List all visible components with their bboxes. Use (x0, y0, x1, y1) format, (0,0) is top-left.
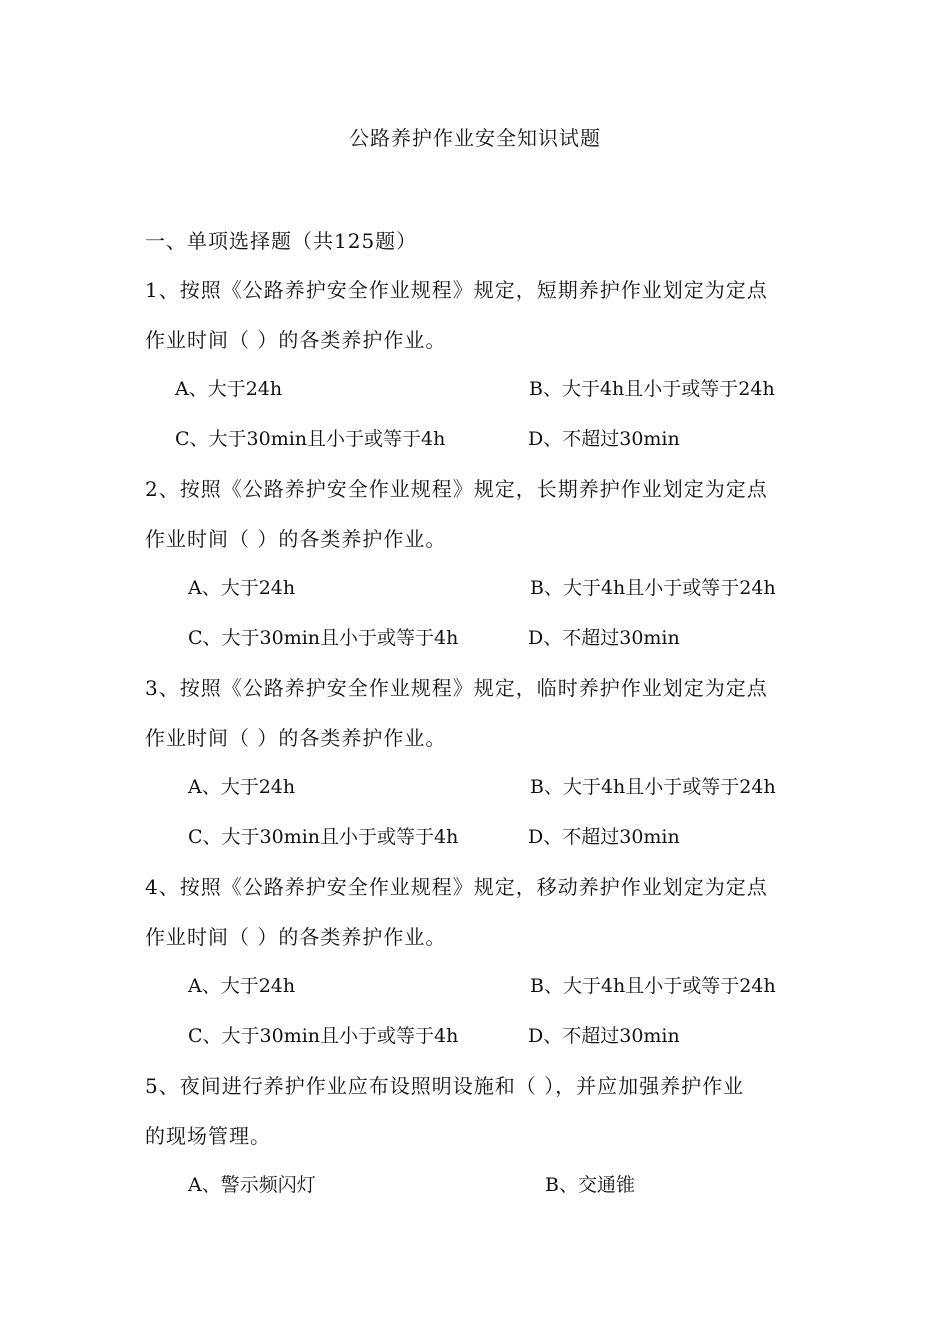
question-3-line-1: 3、按照《公路养护安全作业规程》规定，临时养护作业划定为定点 (145, 676, 768, 700)
question-3-option-c: C、大于30min且小于或等于4h (188, 826, 459, 848)
question-4-option-c: C、大于30min且小于或等于4h (188, 1025, 459, 1047)
question-4-option-a: A、大于24h (188, 975, 296, 997)
question-1-option-c: C、大于30min且小于或等于4h (175, 428, 446, 450)
question-2-option-a: A、大于24h (188, 577, 296, 599)
question-4-option-d: D、不超过30min (528, 1025, 680, 1047)
question-1-option-d: D、不超过30min (528, 428, 680, 450)
question-5-line-2: 的现场管理。 (145, 1124, 271, 1148)
question-3-option-b: B、大于4h且小于或等于24h (530, 776, 776, 798)
question-1-line-1: 1、按照《公路养护安全作业规程》规定，短期养护作业划定为定点 (145, 278, 768, 302)
question-3-option-d: D、不超过30min (528, 826, 680, 848)
question-2-line-2: 作业时间（ ）的各类养护作业。 (145, 527, 447, 551)
question-4-line-2: 作业时间（ ）的各类养护作业。 (145, 925, 447, 949)
document-title: 公路养护作业安全知识试题 (349, 126, 601, 150)
question-5-option-b: B、交通锥 (545, 1174, 635, 1196)
question-1-option-a: A、大于24h (175, 378, 283, 400)
question-3-line-2: 作业时间（ ）的各类养护作业。 (145, 726, 447, 750)
question-4-option-b: B、大于4h且小于或等于24h (530, 975, 776, 997)
question-2-line-1: 2、按照《公路养护安全作业规程》规定，长期养护作业划定为定点 (145, 477, 768, 501)
question-4-line-1: 4、按照《公路养护安全作业规程》规定，移动养护作业划定为定点 (145, 875, 768, 899)
question-2-option-c: C、大于30min且小于或等于4h (188, 627, 459, 649)
question-2-option-d: D、不超过30min (528, 627, 680, 649)
question-1-option-b: B、大于4h且小于或等于24h (529, 378, 775, 400)
question-1-line-2: 作业时间（ ）的各类养护作业。 (145, 328, 447, 352)
question-5-line-1: 5、夜间进行养护作业应布设照明设施和（ ），并应加强养护作业 (145, 1074, 745, 1098)
question-5-option-a: A、警示频闪灯 (188, 1174, 316, 1196)
question-2-option-b: B、大于4h且小于或等于24h (530, 577, 776, 599)
section-heading: 一、单项选择题（共125题） (145, 229, 418, 253)
question-3-option-a: A、大于24h (188, 776, 296, 798)
